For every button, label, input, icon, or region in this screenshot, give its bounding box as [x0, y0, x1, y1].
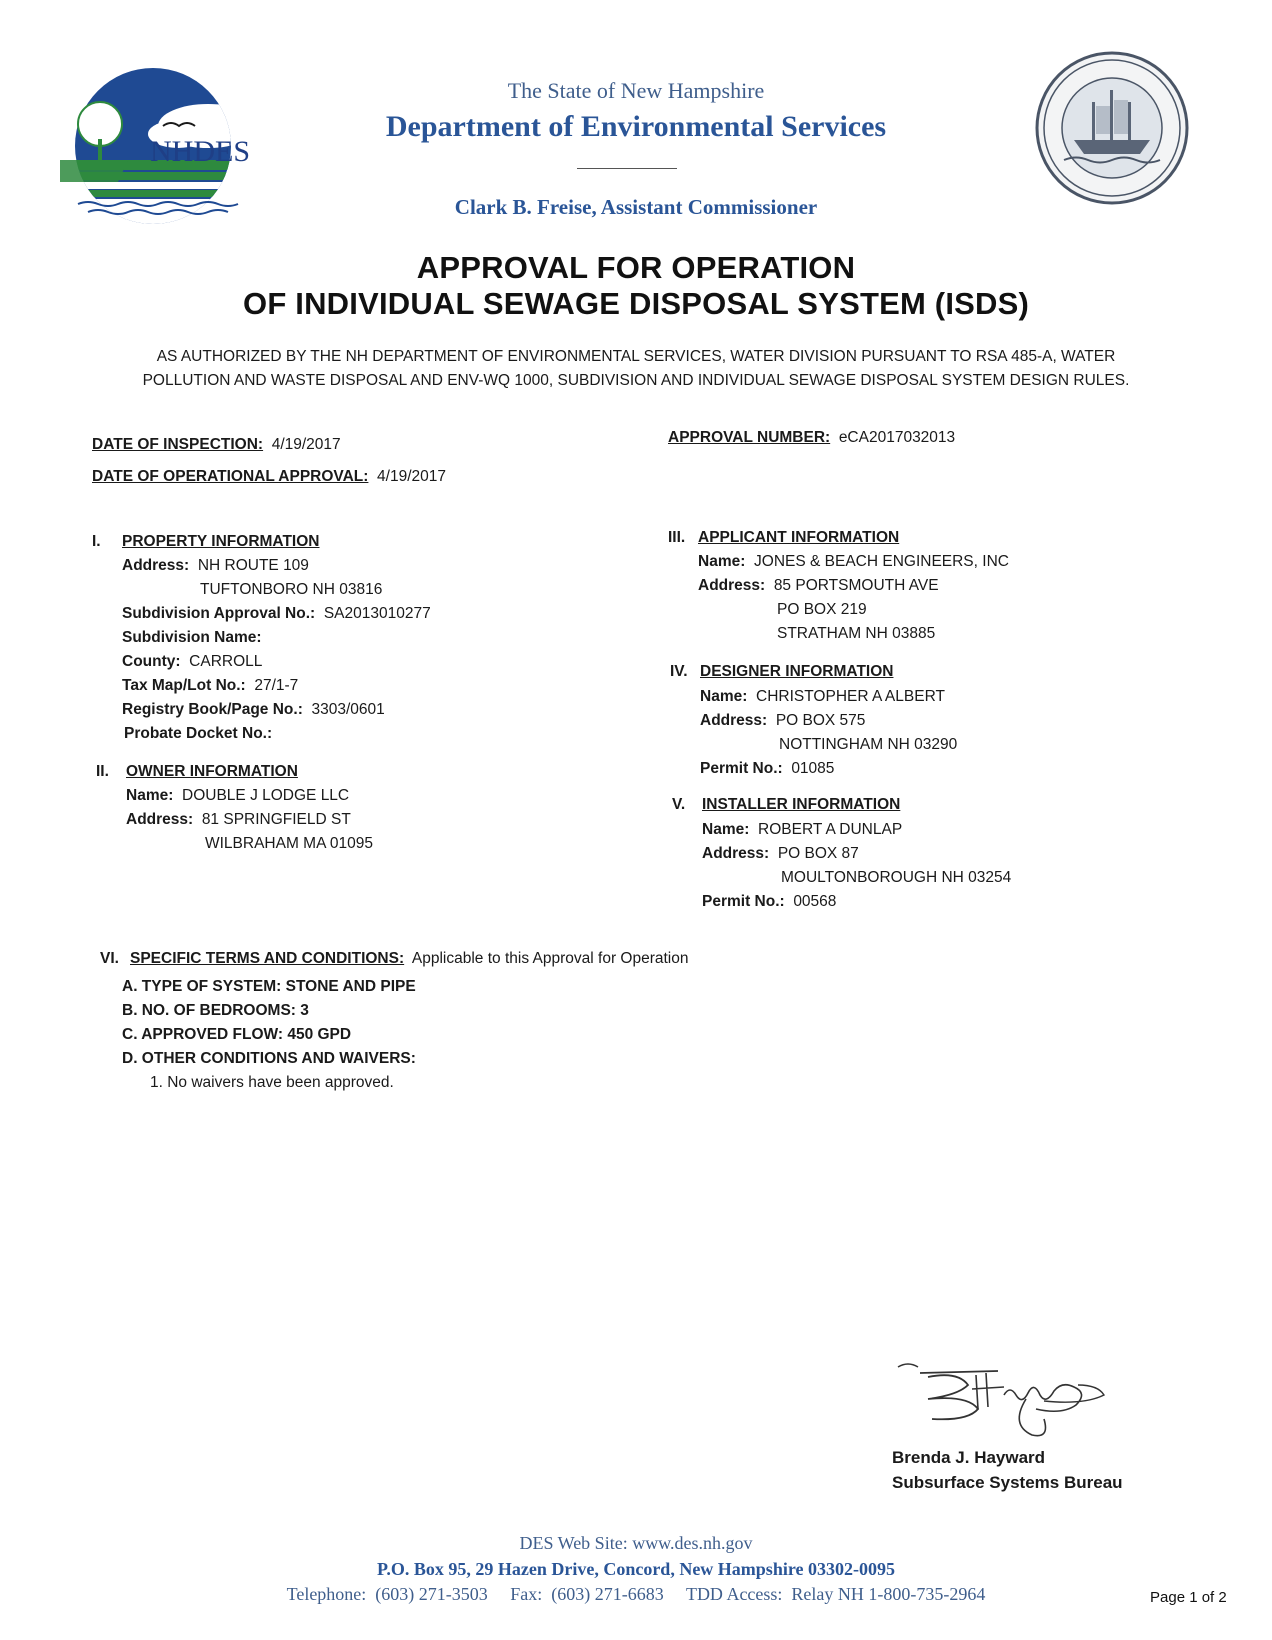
- tax-map-value: 27/1-7: [254, 677, 299, 694]
- owner-address-line2: WILBRAHAM MA 01095: [205, 835, 373, 852]
- operational-date-row: [92, 468, 446, 486]
- department-name: Department of Environmental Services: [385, 110, 887, 143]
- authority-line2: POLLUTION AND WASTE DISPOSAL AND ENV-WQ 1000, SUBDIVISION AND INDIVIDUAL SEWAGE DISPOSAL SYSTEM DESIGN RULES.: [142, 372, 1130, 389]
- applicant-heading-text: APPLICANT INFORMATION: [698, 529, 900, 546]
- applicant-name-label: Name:: [698, 553, 746, 570]
- designer-name-value: CHRISTOPHER A ALBERT: [756, 688, 945, 705]
- footer-phones: Telephone: (603) 271-3503 Fax: (603) 271-6683 TDD Access: Relay NH 1-800-735-2964: [286, 1584, 986, 1604]
- approved-flow: C. APPROVED FLOW: 450 GPD: [122, 1026, 352, 1043]
- owner-name-row: [126, 787, 349, 805]
- page-number: Page 1 of 2: [1150, 1589, 1227, 1606]
- installer-permit-value: 00568: [793, 893, 837, 910]
- installer-address-line1: PO BOX 87: [777, 845, 859, 862]
- installer-name-value: ROBERT A DUNLAP: [758, 821, 903, 838]
- designer-address-line2: NOTTINGHAM NH 03290: [779, 736, 958, 753]
- property-heading-text: PROPERTY INFORMATION: [122, 533, 320, 550]
- applicant-address-line2: PO BOX 219: [777, 601, 867, 618]
- designer-name-label: Name:: [700, 688, 748, 705]
- owner-address-label: Address:: [126, 811, 194, 828]
- designer-heading: [670, 663, 893, 681]
- installer-heading: [672, 796, 900, 814]
- property-heading: [92, 533, 320, 551]
- approval-number-value: eCA2017032013: [838, 429, 956, 446]
- terms-num: VI.: [100, 950, 119, 967]
- designer-permit-label: Permit No.:: [700, 760, 783, 777]
- county-row: [122, 653, 262, 671]
- authority-statement: [100, 345, 1172, 393]
- footer-website: DES Web Site: www.des.nh.gov: [519, 1533, 753, 1553]
- bedroom-count: B. NO. OF BEDROOMS: 3: [122, 1002, 309, 1019]
- waiver-note: 1. No waivers have been approved.: [150, 1074, 394, 1091]
- owner-heading-text: OWNER INFORMATION: [126, 763, 298, 780]
- signer-bureau: Subsurface Systems Bureau: [892, 1473, 1123, 1492]
- applicant-address-row: [698, 577, 939, 595]
- terms-heading-text: SPECIFIC TERMS AND CONDITIONS:: [130, 950, 405, 967]
- owner-name-value: DOUBLE J LODGE LLC: [182, 787, 350, 804]
- terms-heading: [100, 950, 688, 968]
- applicant-address-line1: 85 PORTSMOUTH AVE: [773, 577, 939, 594]
- applicant-num: III.: [668, 529, 686, 546]
- designer-permit-row: [700, 760, 834, 778]
- tax-map-row: [122, 677, 298, 695]
- subdivision-no-value: SA2013010277: [323, 605, 431, 622]
- installer-address-line2: MOULTONBOROUGH NH 03254: [781, 869, 1012, 886]
- registry-value: 3303/0601: [311, 701, 385, 718]
- property-address-line2: TUFTONBORO NH 03816: [200, 581, 383, 598]
- installer-name-label: Name:: [702, 821, 750, 838]
- other-conditions-label: D. OTHER CONDITIONS AND WAIVERS:: [122, 1050, 416, 1067]
- inspection-date-row: [92, 436, 341, 454]
- document-title-line2: OF INDIVIDUAL SEWAGE DISPOSAL SYSTEM (ISDS): [243, 286, 1029, 321]
- applicant-heading: [668, 529, 899, 547]
- inspection-date-value: 4/19/2017: [271, 436, 341, 453]
- terms-heading-note: Applicable to this Approval for Operation: [411, 950, 689, 967]
- signer-name: Brenda J. Hayward: [892, 1448, 1046, 1467]
- designer-address-row: [700, 712, 865, 730]
- property-address-line1: NH ROUTE 109: [197, 557, 309, 574]
- county-label: County:: [122, 653, 181, 670]
- owner-heading: [96, 763, 298, 781]
- designer-address-line1: PO BOX 575: [775, 712, 866, 729]
- installer-permit-label: Permit No.:: [702, 893, 785, 910]
- footer-address: P.O. Box 95, 29 Hazen Drive, Concord, New Hampshire 03302-0095: [377, 1559, 895, 1579]
- registry-label: Registry Book/Page No.:: [122, 701, 303, 718]
- installer-permit-row: [702, 893, 836, 911]
- registry-row: [122, 701, 385, 719]
- logo-text: NHDES: [150, 135, 251, 168]
- subdivision-name-label: Subdivision Name:: [122, 629, 262, 646]
- property-num: I.: [92, 533, 101, 550]
- designer-heading-text: DESIGNER INFORMATION: [700, 663, 894, 680]
- installer-address-label: Address:: [702, 845, 770, 862]
- applicant-address-label: Address:: [698, 577, 766, 594]
- commissioner-name: Clark B. Freise, Assistant Commissioner: [454, 195, 818, 219]
- owner-address-row: [126, 811, 351, 829]
- operational-date-label: DATE OF OPERATIONAL APPROVAL:: [92, 468, 369, 485]
- property-address-label: Address:: [122, 557, 190, 574]
- installer-num: V.: [672, 796, 686, 813]
- designer-permit-value: 01085: [791, 760, 835, 777]
- operational-date-value: 4/19/2017: [377, 468, 447, 485]
- tax-map-label: Tax Map/Lot No.:: [122, 677, 246, 694]
- owner-name-label: Name:: [126, 787, 174, 804]
- county-value: CARROLL: [189, 653, 263, 670]
- state-name: The State of New Hampshire: [507, 78, 765, 103]
- applicant-name-row: [698, 553, 1009, 571]
- inspection-date-label: DATE OF INSPECTION:: [92, 436, 264, 453]
- designer-name-row: [700, 688, 945, 706]
- installer-heading-text: INSTALLER INFORMATION: [702, 796, 901, 813]
- designer-address-label: Address:: [700, 712, 768, 729]
- owner-address-line1: 81 SPRINGFIELD ST: [201, 811, 351, 828]
- system-type: A. TYPE OF SYSTEM: STONE AND PIPE: [122, 978, 416, 995]
- installer-address-row: [702, 845, 859, 863]
- document-title-line1: APPROVAL FOR OPERATION: [416, 250, 856, 285]
- probate-label: Probate Docket No.:: [124, 725, 273, 742]
- subdivision-no-label: Subdivision Approval No.:: [122, 605, 316, 622]
- authority-line1: AS AUTHORIZED BY THE NH DEPARTMENT OF ENVIRONMENTAL SERVICES, WATER DIVISION PURSUANT TO RSA 485-A, WATER: [156, 348, 1116, 365]
- applicant-address-line3: STRATHAM NH 03885: [777, 625, 936, 642]
- header-rule: [577, 168, 677, 169]
- state-seal-icon: [1034, 50, 1190, 206]
- approval-number-row: [668, 429, 955, 447]
- signature-image: [888, 1355, 1122, 1441]
- subdivision-no-row: [122, 605, 431, 623]
- owner-num: II.: [96, 763, 109, 780]
- installer-name-row: [702, 821, 902, 839]
- applicant-name-value: JONES & BEACH ENGINEERS, INC: [754, 553, 1009, 570]
- designer-num: IV.: [670, 663, 688, 680]
- property-address-row: [122, 557, 309, 575]
- approval-number-label: APPROVAL NUMBER:: [668, 429, 831, 446]
